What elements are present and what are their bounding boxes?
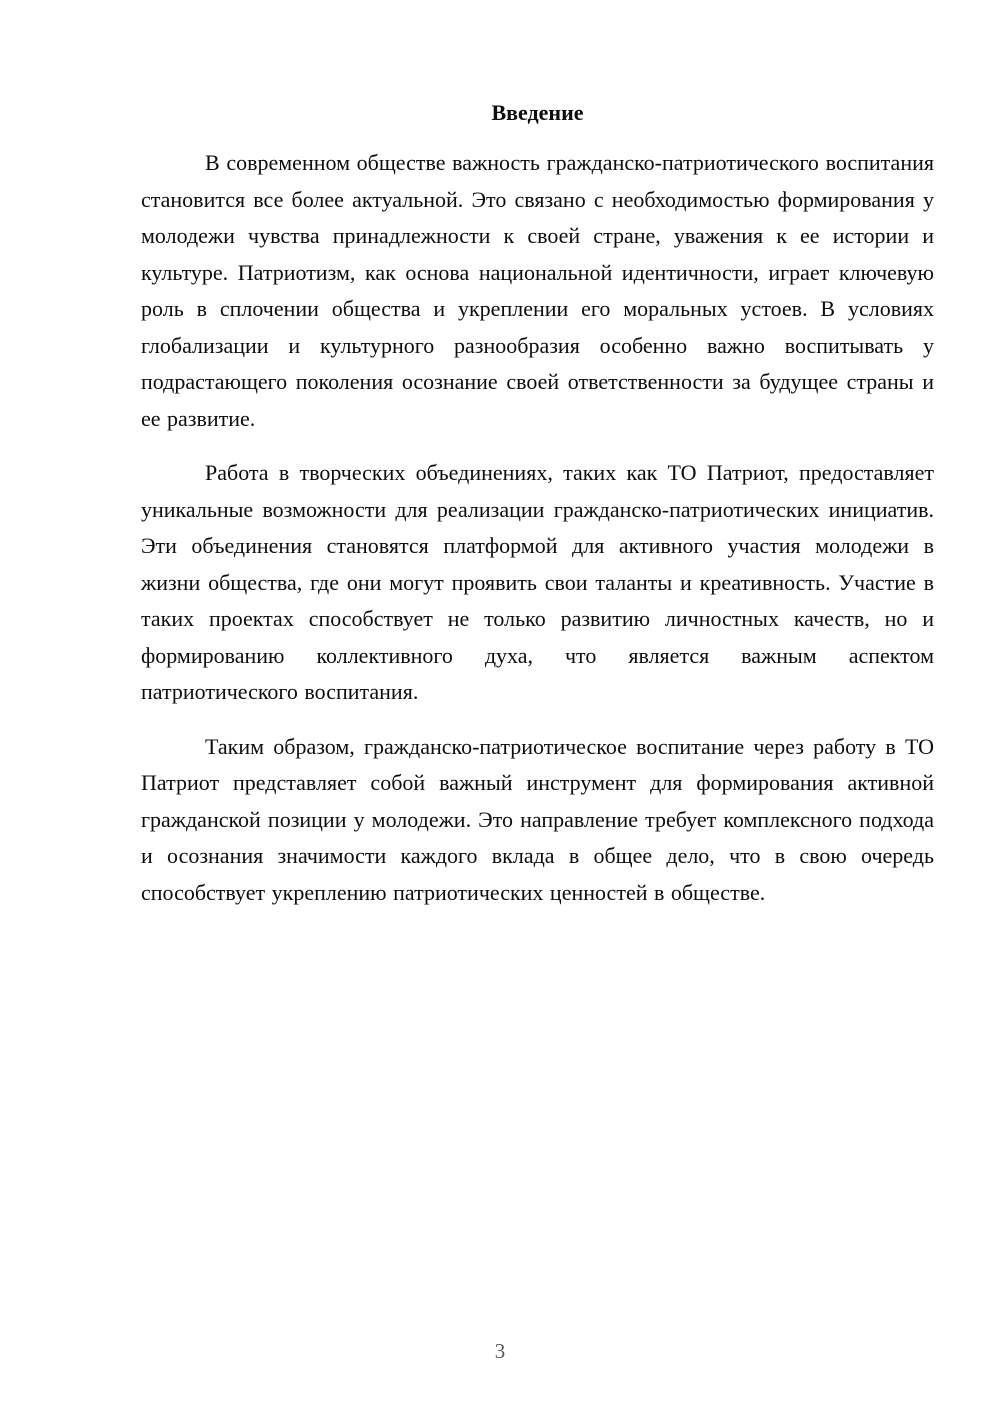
paragraph-3: Таким образом, гражданско-патриотическое воспитание через работу в ТО Патриот представляет собой важный инструмент для формирования активной гражданской позиции у молодежи. Это направление требует комплексного подхода и осознания значимости каждого вклада в общее дело, что в свою очередь способствует укреплению патриотических ценностей в обществе. [141,733,934,905]
section-title: Введение [491,100,584,125]
paragraph-2: Работа в творческих объединениях, таких как ТО Патриот, предоставляет уникальные возможности для реализации гражданско-патриотических инициатив. Эти объединения становятся платформой для активного участия молодежи в жизни общества, где они могут проявить свои таланты и креативность. Участие в таких проектах способствует не только развитию личностных качеств, но и формированию коллективного духа, что является важным аспектом патриотического воспитания. [141,460,934,704]
document-content [141,95,934,929]
page-footer [0,1339,1000,1364]
paragraph-1: В современном обществе важность гражданско-патриотического воспитания становится все более актуальной. Это связано с необходимостью формирования у молодежи чувства принадлежности к своей стране, уважения к ее истории и культуре. Патриотизм, как основа национальной идентичности, играет ключевую роль в сплочении общества и укреплении его моральных устоев. В условиях глобализации и культурного разнообразия особенно важно воспитывать у подрастающего поколения осознание своей ответственности за будущее страны и ее развитие. [141,150,934,431]
page-number: 3 [494,1339,506,1363]
